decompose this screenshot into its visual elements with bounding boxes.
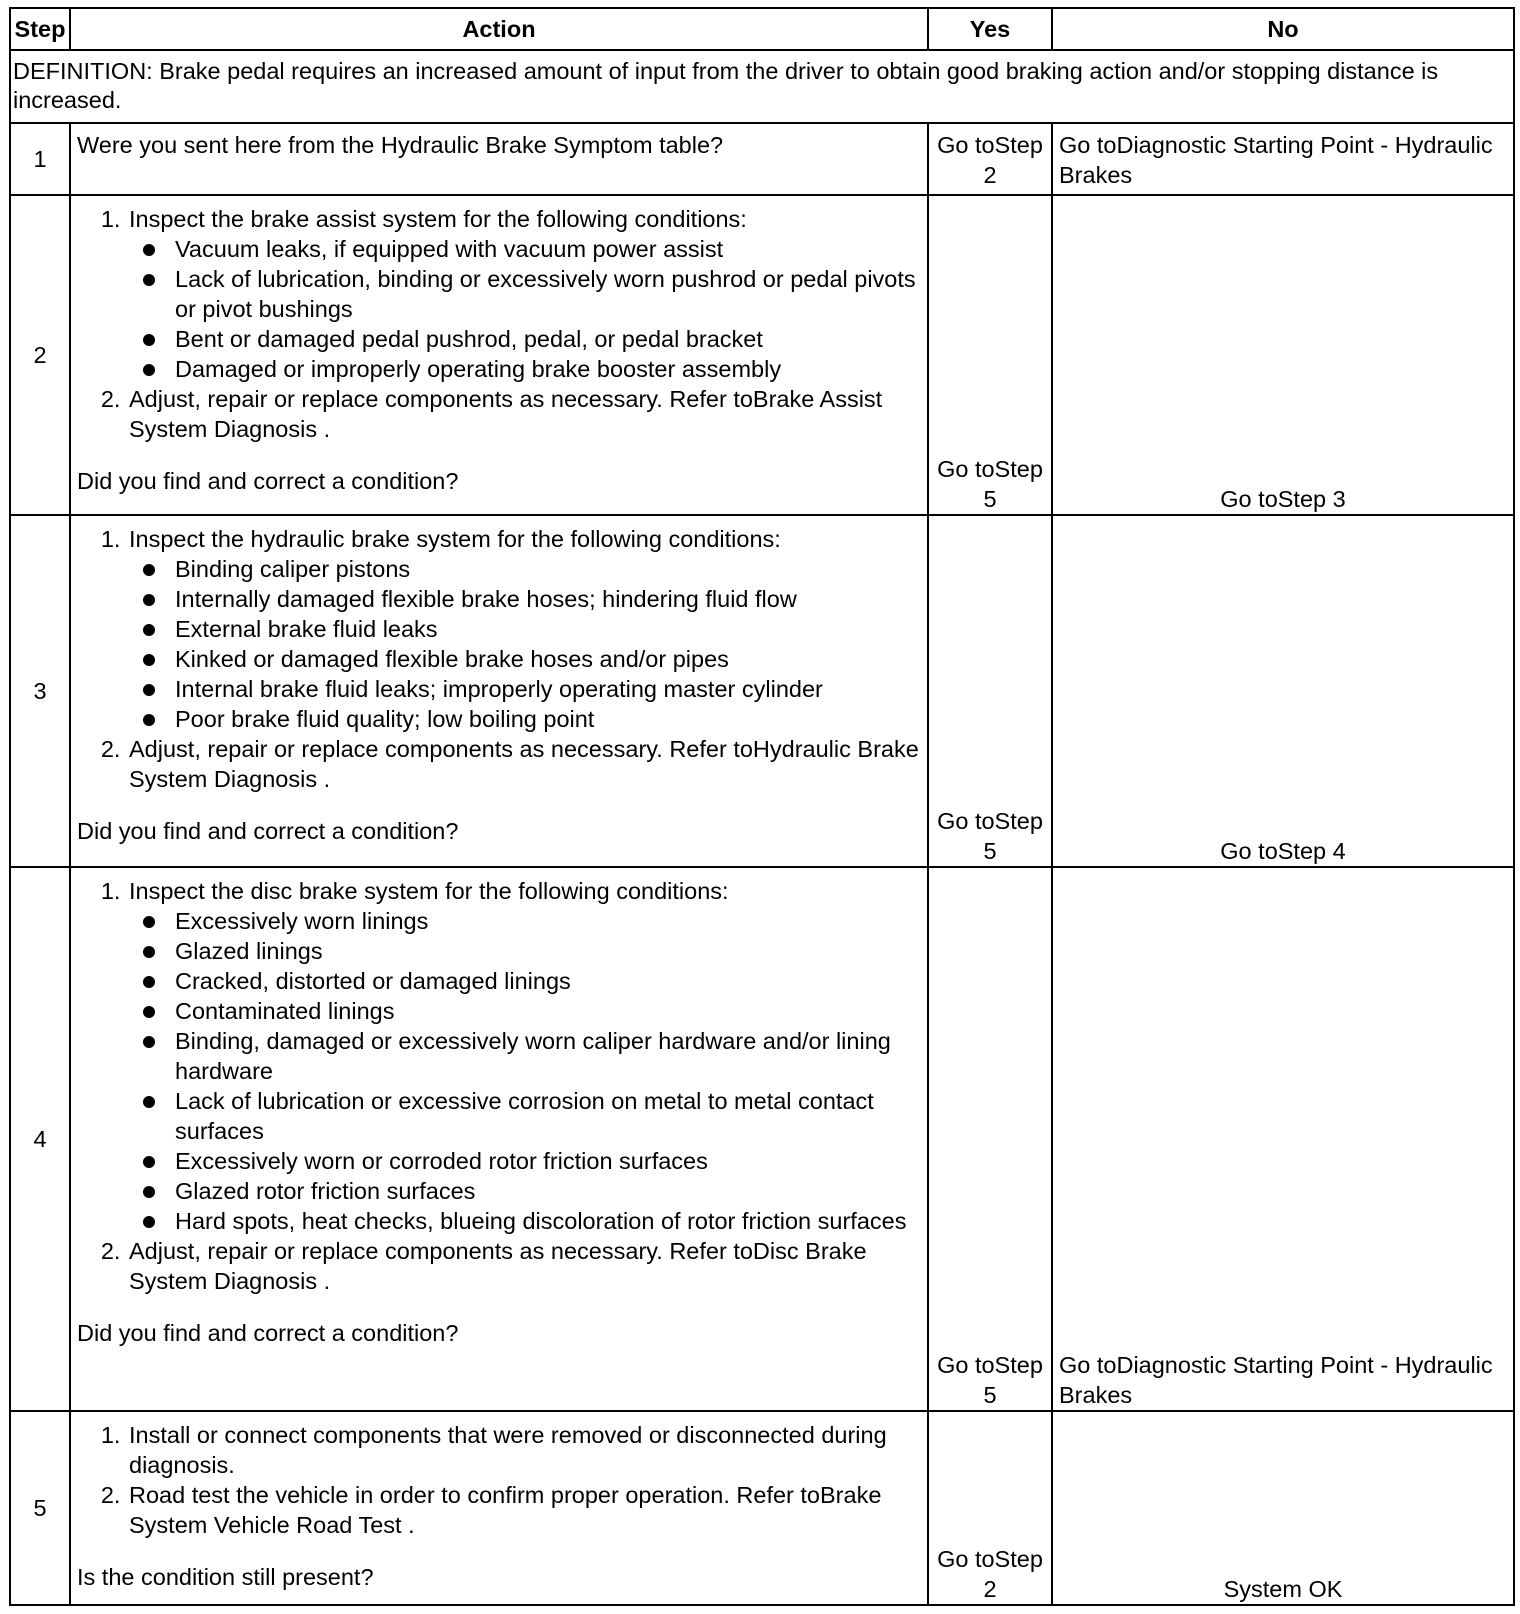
question-text: Did you find and correct a condition?: [77, 468, 459, 495]
condition-item: Internal brake fluid leaks; improperly operating master cylinder: [175, 674, 921, 704]
action-step-text: Adjust, repair or replace components as necessary. Refer toBrake Assist System Diagnosis .: [129, 386, 883, 443]
yes-cell: Go toStep 2: [928, 123, 1052, 196]
action-step: [127, 1480, 921, 1540]
condition-item: Binding, damaged or excessively worn caliper hardware and/or lining hardware: [175, 1026, 921, 1086]
condition-item: Poor brake fluid quality; low boiling point: [175, 704, 921, 734]
step-number: 1: [10, 123, 70, 196]
step-number: 5: [10, 1411, 70, 1605]
action-step: [127, 524, 921, 734]
step-number: 3: [10, 515, 70, 867]
header-no: No: [1052, 8, 1514, 50]
table-row: [10, 123, 1514, 196]
action-step-text: Adjust, repair or replace components as necessary. Refer toHydraulic Brake System Diagnosis .: [129, 735, 919, 792]
condition-item: Damaged or improperly operating brake booster assembly: [175, 354, 921, 384]
action-cell: [70, 515, 928, 867]
condition-item: Internally damaged flexible brake hoses; hindering fluid flow: [175, 584, 921, 614]
no-cell: Go toStep 3: [1052, 195, 1514, 515]
question-text: Were you sent here from the Hydraulic Brake Symptom table?: [77, 131, 724, 158]
yes-cell: Go toStep 5: [928, 195, 1052, 515]
condition-item: Cracked, distorted or damaged linings: [175, 966, 921, 996]
table-row: [10, 515, 1514, 867]
step-number: 4: [10, 867, 70, 1411]
question-text: Is the condition still present?: [77, 1563, 374, 1590]
condition-item: External brake fluid leaks: [175, 614, 921, 644]
yes-cell: Go toStep 5: [928, 515, 1052, 867]
yes-cell: Go toStep 5: [928, 867, 1052, 1411]
action-step: [127, 1236, 921, 1296]
action-cell: [70, 195, 928, 515]
condition-item: Lack of lubrication or excessive corrosion on metal to metal contact surfaces: [175, 1086, 921, 1146]
action-step: [127, 876, 921, 1236]
condition-item: Glazed rotor friction surfaces: [175, 1176, 921, 1206]
yes-cell: Go toStep 2: [928, 1411, 1052, 1605]
action-step: [127, 204, 921, 384]
no-cell: Go toDiagnostic Starting Point - Hydraulic Brakes: [1052, 123, 1514, 196]
action-cell: [70, 123, 928, 196]
action-step-text: Inspect the brake assist system for the following conditions:: [129, 206, 747, 233]
action-steps: [77, 518, 921, 794]
condition-item: Bent or damaged pedal pushrod, pedal, or pedal bracket: [175, 324, 921, 354]
action-step: [127, 1420, 921, 1480]
condition-item: Lack of lubrication, binding or excessively worn pushrod or pedal pivots or pivot bushings: [175, 264, 921, 324]
header-step: Step: [10, 8, 70, 50]
condition-item: Excessively worn or corroded rotor friction surfaces: [175, 1146, 921, 1176]
action-step: [127, 734, 921, 794]
condition-item: Contaminated linings: [175, 996, 921, 1026]
condition-item: Vacuum leaks, if equipped with vacuum power assist: [175, 234, 921, 264]
no-cell: Go toDiagnostic Starting Point - Hydraulic Brakes: [1052, 867, 1514, 1411]
condition-item: Glazed linings: [175, 936, 921, 966]
header-action: Action: [70, 8, 928, 50]
action-cell: [70, 867, 928, 1411]
action-cell: [70, 1411, 928, 1605]
condition-item: Kinked or damaged flexible brake hoses and/or pipes: [175, 644, 921, 674]
header-yes: Yes: [928, 8, 1052, 50]
definition-row: [10, 50, 1514, 123]
header-row: [10, 8, 1514, 50]
table-row: [10, 1411, 1514, 1605]
definition-text: DEFINITION: Brake pedal requires an increased amount of input from the driver to obtain good braking action and/or stopping distance is increased.: [10, 50, 1514, 123]
condition-list: [129, 234, 921, 384]
action-step-text: Inspect the hydraulic brake system for the following conditions:: [129, 525, 781, 552]
no-cell: System OK: [1052, 1411, 1514, 1605]
action-steps: [77, 1414, 921, 1540]
condition-item: Hard spots, heat checks, blueing discoloration of rotor friction surfaces: [175, 1206, 921, 1236]
table-row: [10, 867, 1514, 1411]
action-steps: [77, 198, 921, 444]
no-cell: Go toStep 4: [1052, 515, 1514, 867]
diagnostic-table: [9, 7, 1515, 1606]
condition-item: Binding caliper pistons: [175, 554, 921, 584]
action-step: [127, 384, 921, 444]
question-text: Did you find and correct a condition?: [77, 1320, 459, 1347]
action-step-text: Inspect the disc brake system for the following conditions:: [129, 878, 729, 905]
question-text: Did you find and correct a condition?: [77, 817, 459, 844]
action-steps: [77, 870, 921, 1296]
table-row: [10, 195, 1514, 515]
action-step-text: Road test the vehicle in order to confirm proper operation. Refer toBrake System Vehicle Road Test .: [129, 1481, 882, 1538]
action-step-text: Install or connect components that were removed or disconnected during diagnosis.: [129, 1421, 887, 1478]
condition-item: Excessively worn linings: [175, 906, 921, 936]
condition-list: [129, 554, 921, 734]
step-number: 2: [10, 195, 70, 515]
condition-list: [129, 906, 921, 1236]
action-step-text: Adjust, repair or replace components as necessary. Refer toDisc Brake System Diagnosis .: [129, 1238, 867, 1295]
